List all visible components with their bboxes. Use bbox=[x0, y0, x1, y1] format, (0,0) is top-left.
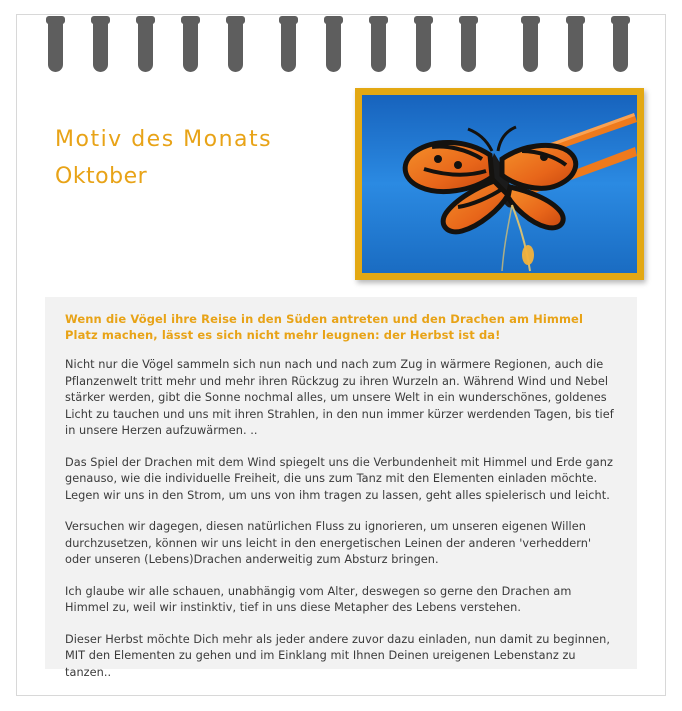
page-title-line-1: Motiv des Monats bbox=[55, 127, 273, 152]
page-title-line-2: Oktober bbox=[55, 164, 148, 189]
article-paragraph: Das Spiel der Drachen mit dem Wind spiegelt uns die Verbundenheit mit Himmel und Erde ganz genauso, wie die individuelle Freiheit, die uns zum Tanz mit den Elementen einladen möchte. Legen wir uns in den Strom, um uns von ihm tragen zu lassen, geht alles spielerisch und leicht. bbox=[65, 455, 613, 502]
page-title bbox=[55, 124, 355, 193]
article-body bbox=[45, 297, 637, 679]
article-lead: Wenn die Vögel ihre Reise in den Süden antreten und den Drachen am Himmel Platz machen, lässt es sich nicht mehr leugnen: der Herbst ist da! bbox=[65, 312, 583, 342]
article-paragraph: Versuchen wir dagegen, diesen natürlichen Fluss zu ignorieren, um unseren eigenen Willen durchzusetzen, können wir uns leicht in den energetischen Leinen der anderen 'verheddern' oder unseren (Lebens)Drachen anderweitig zum Absturz bringen. bbox=[65, 520, 592, 566]
butterfly-kite-photo bbox=[362, 95, 637, 273]
photo-frame bbox=[355, 88, 644, 280]
article-paragraph: Dieser Herbst möchte Dich mehr als jeder andere zuvor dazu einladen, nun damit zu beginnen, MIT den Elementen zu gehen und im Einklang mit Ihnen Deinen ureigenen Lebenstanz zu tanzen.. bbox=[65, 632, 611, 679]
article-paragraph: Ich glaube wir alle schauen, unabhängig vom Alter, deswegen so gerne den Drachen am Himmel zu, weil wir instinktiv, tief in uns diese Metapher des Lebens verstehen. bbox=[65, 584, 572, 614]
article-paragraph: Nicht nur die Vögel sammeln sich nun nach und nach zum Zug in wärmere Regionen, auch die Pflanzenwelt tritt mehr und mehr ihren Rückzug zu ihren Wurzeln an. Während Wind und Nebel stärker werden, gibt die Sonne nochmal alles, um unsere Welt in ein wunderschönes, goldenes Licht zu tauchen und uns mit ihren Strahlen, in den nun immer kürzer werdenden Tagen, bis tief in unsere Herzen aufzuwärmen. .. bbox=[65, 358, 614, 437]
